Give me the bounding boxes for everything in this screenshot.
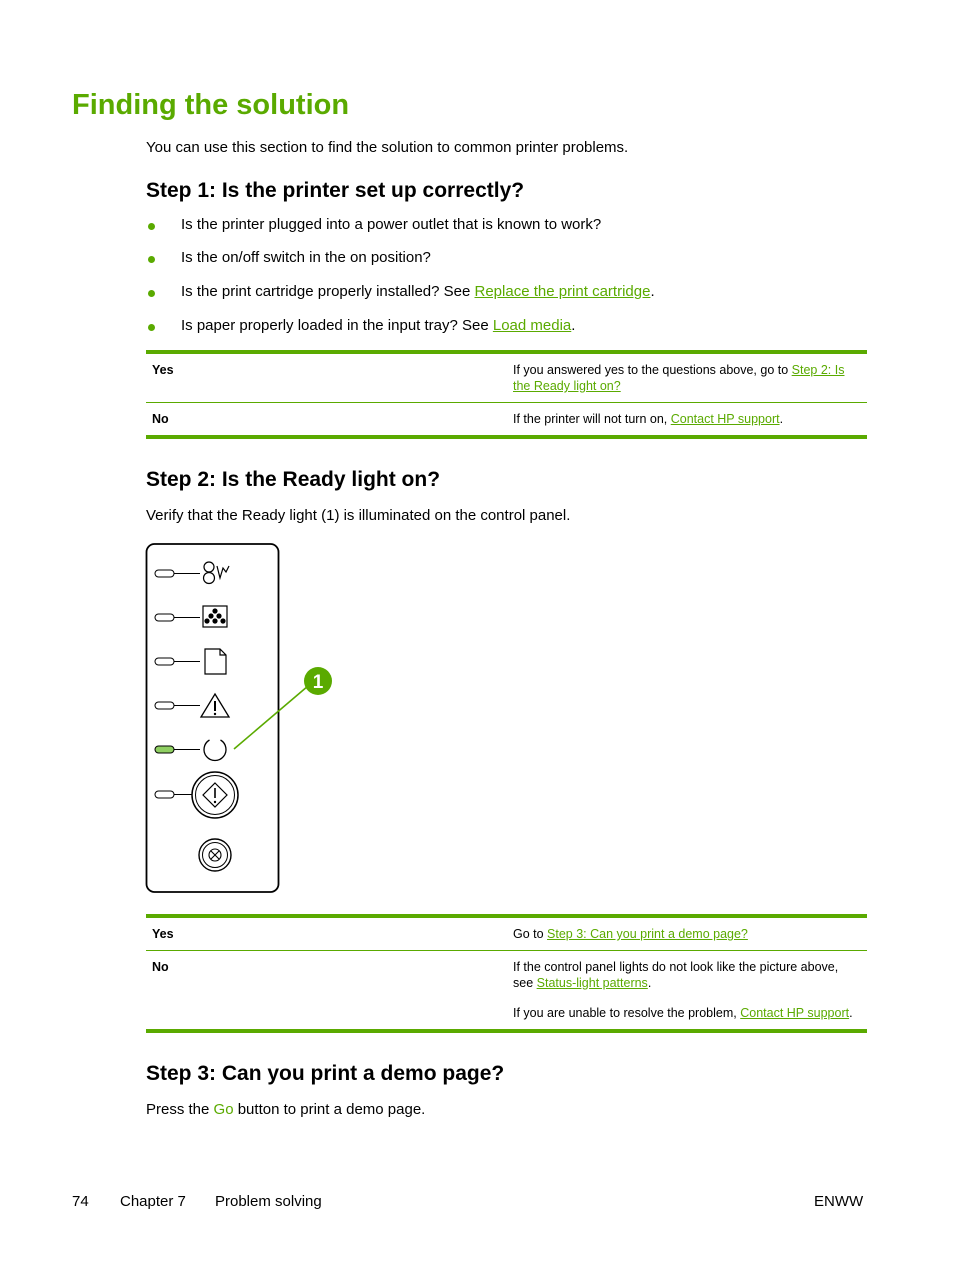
table-row [146, 403, 867, 438]
step3-heading: Step 3: Can you print a demo page? [146, 1062, 505, 1085]
toner-light [155, 614, 174, 621]
step3-link[interactable]: Step 3: Can you print a demo page? [547, 927, 748, 941]
yes-answer: If you answered yes to the questions above, go to Step 2: Is the Ready light on? [513, 363, 845, 393]
no-answer: If the printer will not turn on, Contact HP support. [507, 403, 867, 438]
paper-light [155, 658, 174, 665]
load-media-link[interactable]: Load media [492, 317, 572, 334]
bullet-icon [148, 256, 155, 263]
no-answer: If the control panel lights do not look like the picture above, see Status-light patterns. If you are unable to resolve the problem, Contact HP support. [507, 951, 867, 1032]
jam-light [155, 570, 174, 577]
yes-label: Yes [152, 927, 174, 941]
go-button-icon [192, 772, 238, 818]
step2-link[interactable]: Step 2: Is the Ready light on? [513, 363, 845, 393]
step1-answer-table [146, 350, 867, 439]
list-item: Is paper properly loaded in the input tray? See Load media. [146, 317, 866, 337]
go-light [155, 791, 174, 798]
list-item: Is the print cartridge properly installed? See Replace the print cartridge. [146, 283, 866, 317]
go-button-label: Go [213, 1101, 234, 1118]
table-row [146, 916, 867, 951]
table-row [146, 951, 867, 1032]
list-item: Is the on/off switch in the on position? [146, 249, 866, 283]
page-title: Finding the solution [72, 89, 350, 121]
table-row [146, 352, 867, 403]
attention-light [155, 702, 174, 709]
yes-answer: Go to Step 3: Can you print a demo page? [513, 927, 748, 941]
step3-text: Press the Go button to print a demo page. [146, 1101, 426, 1118]
toner-icon [203, 606, 227, 627]
callout-number: 1 [312, 672, 324, 693]
step1-heading: Step 1: Is the printer set up correctly? [146, 179, 525, 202]
step2-heading: Step 2: Is the Ready light on? [146, 468, 441, 491]
step2-text: Verify that the Ready light (1) is illuminated on the control panel. [146, 507, 571, 524]
contact-hp-support-link[interactable]: Contact HP support [670, 412, 780, 426]
step1-checklist [146, 216, 866, 337]
intro-text: You can use this section to find the solution to common printer problems. [146, 139, 629, 156]
footer-right-label: ENWW [814, 1193, 864, 1210]
section-label: Problem solving [215, 1193, 322, 1210]
yes-label: Yes [152, 363, 174, 377]
page-number: 74 [72, 1193, 89, 1210]
bullet-icon [148, 324, 155, 331]
no-label: No [146, 951, 507, 1032]
ready-light [155, 746, 174, 753]
no-label: No [146, 403, 507, 438]
contact-hp-support-link[interactable]: Contact HP support [740, 1006, 850, 1020]
status-light-patterns-link[interactable]: Status-light patterns [536, 976, 648, 990]
step2-answer-table [146, 914, 867, 1033]
control-panel-illustration [140, 538, 340, 898]
replace-cartridge-link[interactable]: Replace the print cartridge [474, 283, 651, 300]
cancel-button-icon [199, 839, 231, 871]
chapter-label: Chapter 7 [120, 1193, 186, 1210]
bullet-icon [148, 290, 155, 297]
list-item: Is the printer plugged into a power outlet that is known to work? [146, 216, 866, 249]
bullet-icon [148, 223, 155, 230]
